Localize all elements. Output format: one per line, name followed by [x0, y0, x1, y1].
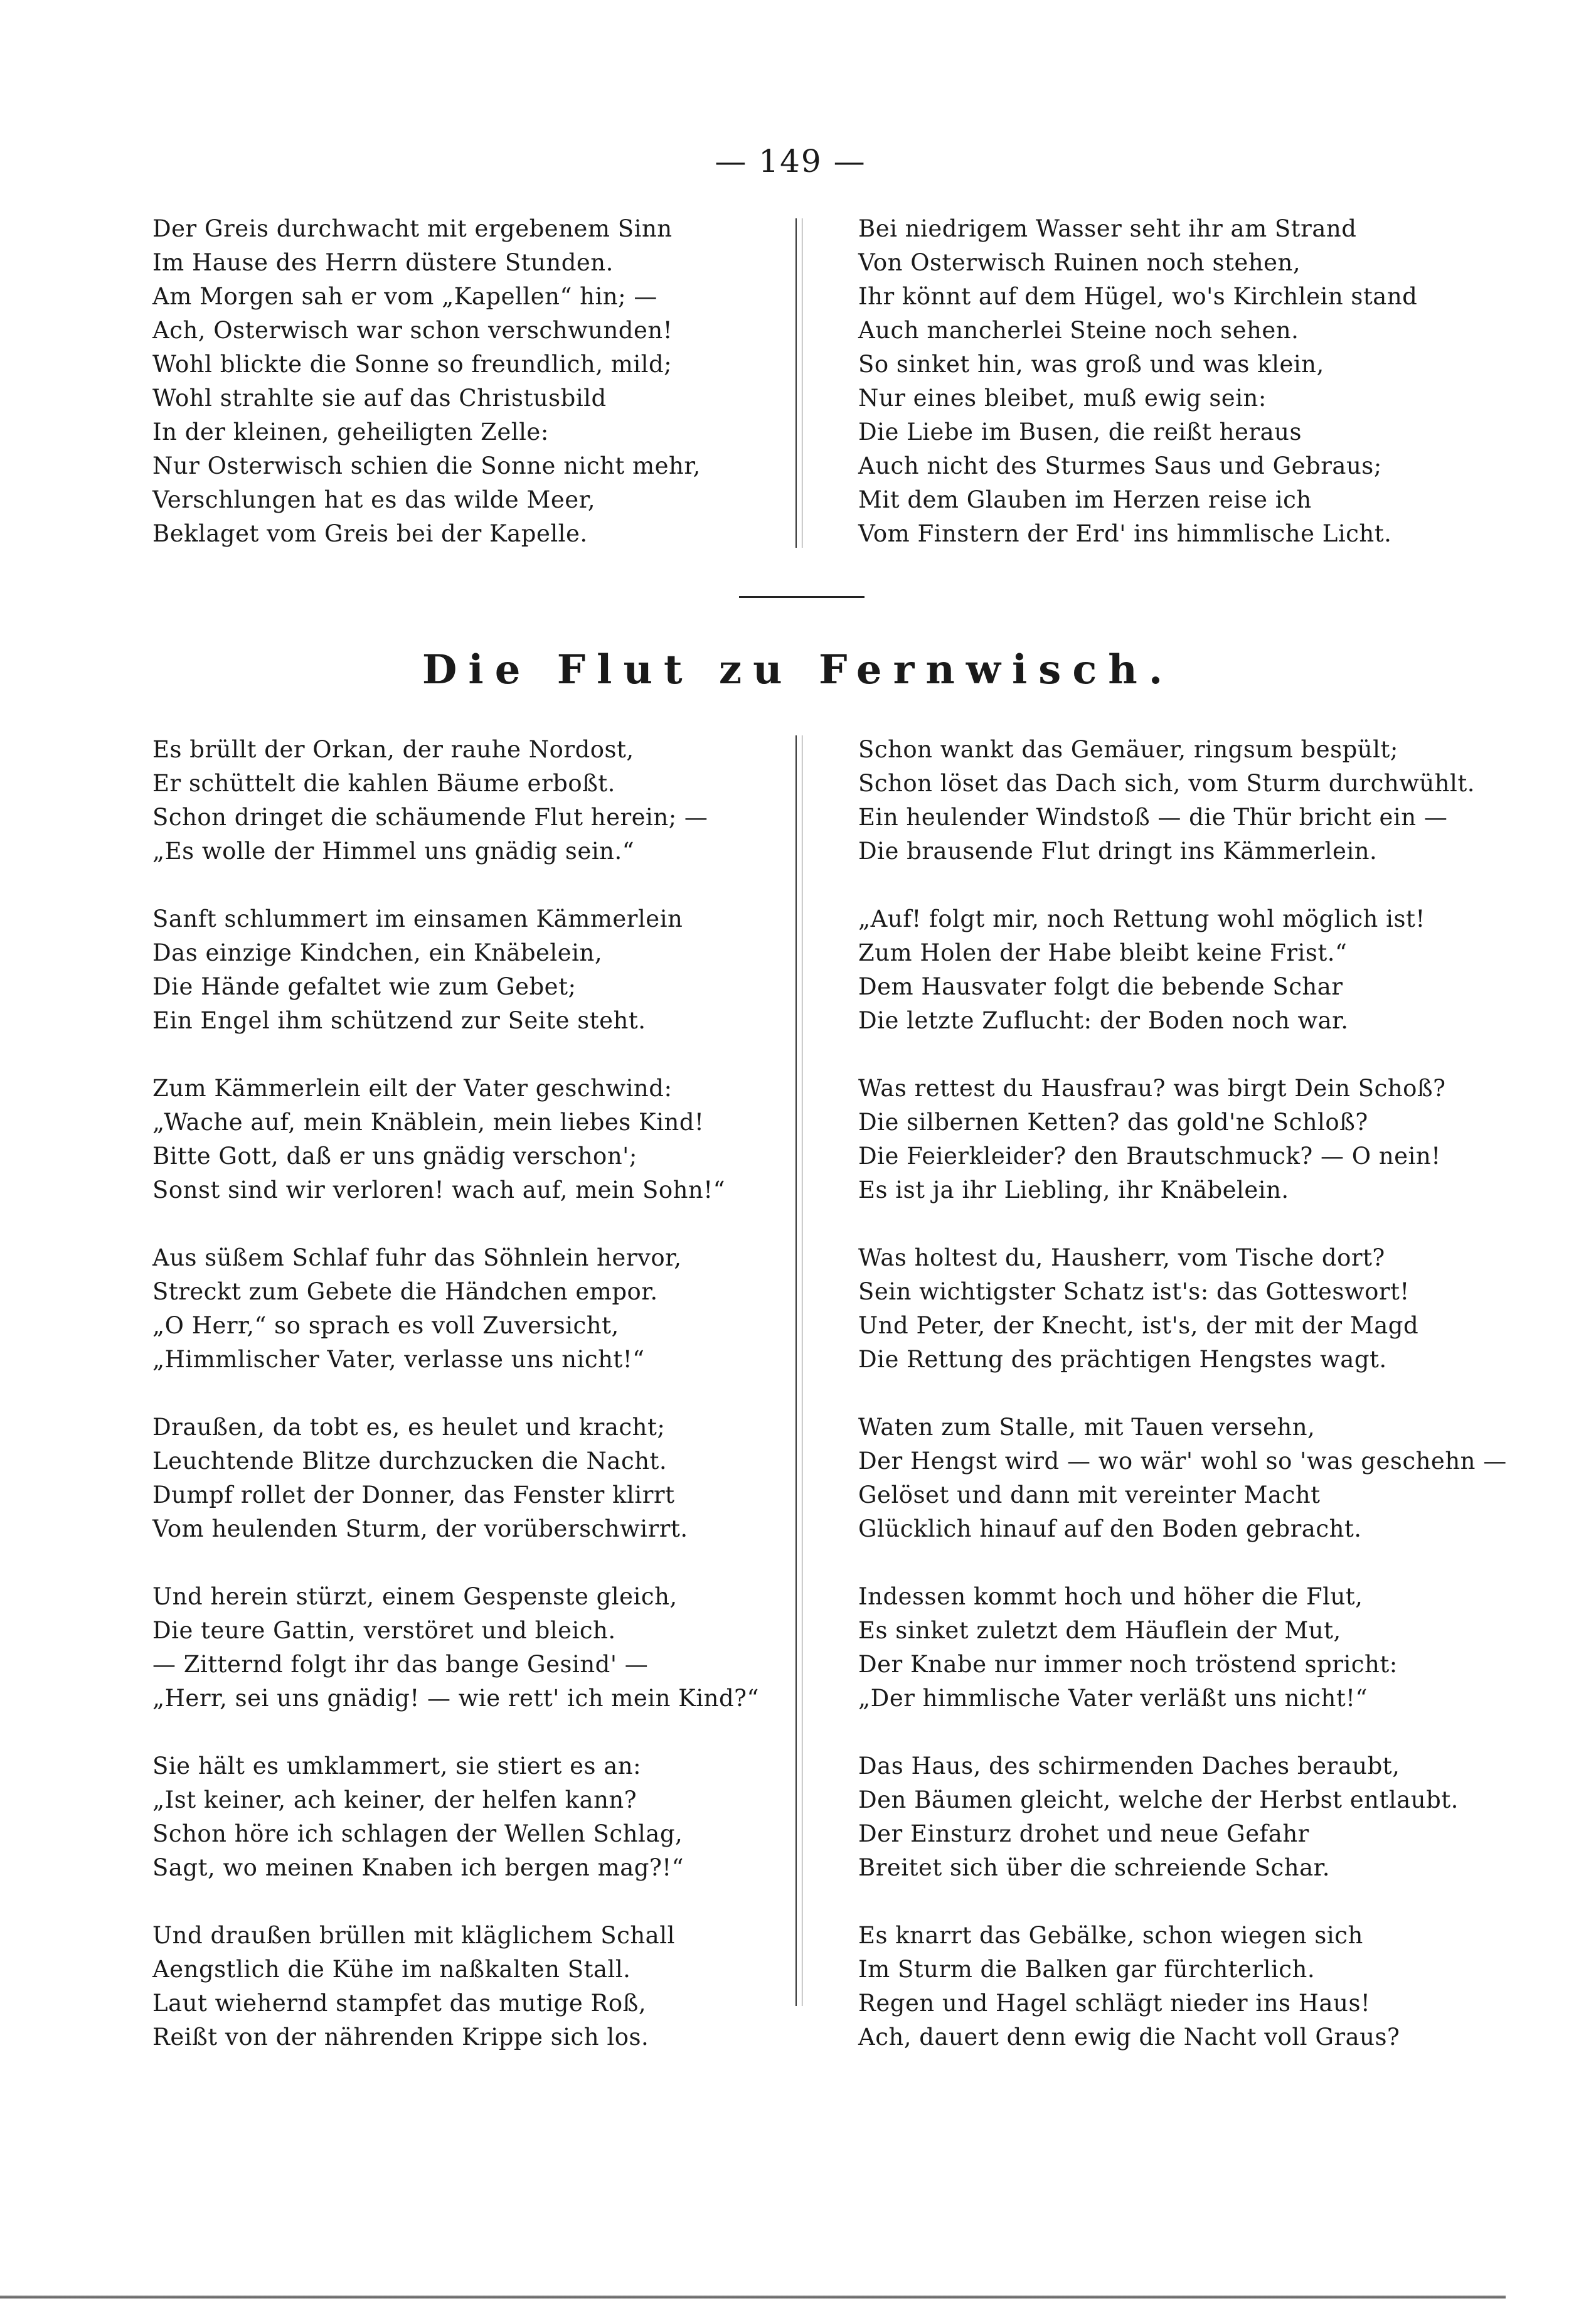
column-rule [795, 218, 797, 548]
stanza [858, 1749, 1507, 1885]
verse-line: Auch mancherlei Steine noch sehen. [858, 317, 1299, 344]
verse-line: So sinket hin, was groß und was klein, [858, 351, 1324, 378]
verse-line: Sagt, wo meinen Knaben ich bergen mag?!“ [152, 1854, 684, 1881]
verse-line: Aus süßem Schlaf fuhr das Söhnlein hervor, [152, 1244, 682, 1271]
verse-line: Regen und Hagel schlägt nieder ins Haus! [858, 1990, 1371, 2017]
verse-line: Dem Hausvater folgt die bebende Schar [858, 973, 1343, 1000]
stanza [858, 733, 1507, 868]
verse-line: Reißt von der nährenden Krippe sich los. [152, 2024, 649, 2051]
verse-line: „Wache auf, mein Knäblein, mein liebes Kind! [152, 1109, 705, 1136]
verse-line: Sie hält es umklammert, sie stiert es an: [152, 1753, 642, 1779]
verse-line: Nur Osterwisch schien die Sonne nicht mehr, [152, 452, 701, 479]
stanza [152, 1919, 759, 2054]
verse-line: Die Rettung des prächtigen Hengstes wagt. [858, 1346, 1387, 1373]
top-left-column [152, 212, 701, 551]
verse-line: Mit dem Glauben im Herzen reise ich [858, 486, 1312, 513]
verse-line: In der kleinen, geheiligten Zelle: [152, 419, 549, 446]
stanza [152, 1241, 759, 1377]
verse-line: Ihr könnt auf dem Hügel, wo's Kirchlein stand [858, 283, 1418, 310]
verse-line: Es sinket zuletzt dem Häuflein der Mut, [858, 1617, 1341, 1644]
verse-line: Der Hengst wird — wo wär' wohl so 'was geschehn — [858, 1448, 1507, 1475]
stanza [858, 1241, 1507, 1377]
verse-line: Ach, dauert denn ewig die Nacht voll Graus? [858, 2024, 1400, 2051]
verse-line: Das einzige Kindchen, ein Knäbelein, [152, 939, 603, 966]
verse-line: Und herein stürzt, einem Gespenste gleich, [152, 1583, 678, 1610]
verse-line: Im Sturm die Balken gar fürchterlich. [858, 1956, 1316, 1983]
verse-line: Ein heulender Windstoß — die Thür bricht ein — [858, 804, 1448, 831]
stanza [152, 1580, 759, 1715]
verse-line: — Zitternd folgt ihr das bange Gesind' — [152, 1651, 649, 1678]
stanza [858, 1580, 1507, 1715]
verse-line: Am Morgen sah er vom „Kapellen“ hin; — [152, 283, 657, 310]
stanza [152, 1411, 759, 1546]
verse-line: Die letzte Zuflucht: der Boden noch war. [858, 1007, 1349, 1034]
verse-line: Sonst sind wir verloren! wach auf, mein Sohn!“ [152, 1177, 726, 1203]
verse-line: Gelöset und dann mit vereinter Macht [858, 1481, 1321, 1508]
page-number: — 149 — [715, 143, 866, 179]
verse-line: Wohl strahlte sie auf das Christusbild [152, 385, 607, 412]
verse-line: Die Feierkleider? den Brautschmuck? — O nein! [858, 1143, 1441, 1170]
verse-line: Die silbernen Ketten? das gold'ne Schloß? [858, 1109, 1368, 1136]
verse-line: Auch nicht des Sturmes Saus und Gebraus; [858, 452, 1382, 479]
verse-line: Bitte Gott, daß er uns gnädig verschon'; [152, 1143, 637, 1170]
verse-line: Streckt zum Gebete die Händchen empor. [152, 1278, 658, 1305]
verse-line: Es knarrt das Gebälke, schon wiegen sich [858, 1922, 1363, 1949]
stanza [152, 902, 759, 1038]
stanza [858, 1072, 1507, 1207]
verse-line: Indessen kommt hoch und höher die Flut, [858, 1583, 1363, 1610]
verse-line: Und draußen brüllen mit kläglichem Schall [152, 1922, 675, 1949]
verse-line: „Es wolle der Himmel uns gnädig sein.“ [152, 838, 635, 865]
verse-line: Aengstlich die Kühe im naßkalten Stall. [152, 1956, 631, 1983]
verse-line: Ach, Osterwisch war schon verschwunden! [152, 317, 673, 344]
verse-line: Der Greis durchwacht mit ergebenem Sinn [152, 215, 673, 242]
verse-line: Im Hause des Herrn düstere Stunden. [152, 249, 614, 276]
verse-line: Bei niedrigem Wasser seht ihr am Strand [858, 215, 1357, 242]
verse-line: Ein Engel ihm schützend zur Seite steht. [152, 1007, 646, 1034]
verse-line: Das Haus, des schirmenden Daches beraubt, [858, 1753, 1400, 1779]
verse-line: Es brüllt der Orkan, der rauhe Nordost, [152, 736, 634, 763]
section-divider [739, 596, 864, 598]
verse-line: Leuchtende Blitze durchzucken die Nacht. [152, 1448, 668, 1475]
verse-line: Laut wiehernd stampfet das mutige Roß, [152, 1990, 647, 2017]
verse-line: Der Knabe nur immer noch tröstend spricht: [858, 1651, 1398, 1678]
verse-line: Was holtest du, Hausherr, vom Tische dort? [858, 1244, 1385, 1271]
verse-line: Vom heulenden Sturm, der vorüberschwirrt. [152, 1515, 688, 1542]
verse-line: „O Herr,“ so sprach es voll Zuversicht, [152, 1312, 619, 1339]
verse-line: Und Peter, der Knecht, ist's, der mit der Magd [858, 1312, 1419, 1339]
column-rule [795, 735, 797, 2006]
verse-line: Dumpf rollet der Donner, das Fenster klirrt [152, 1481, 675, 1508]
poem-left-column [152, 733, 759, 2054]
verse-line: Er schüttelt die kahlen Bäume erboßt. [152, 770, 615, 797]
verse-line: Draußen, da tobt es, es heulet und kracht; [152, 1414, 666, 1441]
verse-line: Schon löset das Dach sich, vom Sturm durchwühlt. [858, 770, 1475, 797]
verse-line: „Der himmlische Vater verläßt uns nicht!“ [858, 1685, 1368, 1712]
verse-line: „Herr, sei uns gnädig! — wie rett' ich mein Kind?“ [152, 1685, 759, 1712]
verse-line: Nur eines bleibet, muß ewig sein: [858, 385, 1267, 412]
scan-edge-rule [0, 2295, 1506, 2299]
poem-title: Die Flut zu Fernwisch. [422, 646, 1174, 693]
verse-line: Schon dringet die schäumende Flut herein; — [152, 804, 708, 831]
stanza [152, 1749, 759, 1885]
verse-line: Die Hände gefaltet wie zum Gebet; [152, 973, 577, 1000]
verse-line: Zum Kämmerlein eilt der Vater geschwind: [152, 1075, 673, 1102]
verse-line: Von Osterwisch Ruinen noch stehen, [858, 249, 1301, 276]
stanza [858, 1919, 1507, 2054]
stanza [858, 1411, 1507, 1546]
verse-line: Zum Holen der Habe bleibt keine Frist.“ [858, 939, 1348, 966]
verse-line: Waten zum Stalle, mit Tauen versehn, [858, 1414, 1316, 1441]
verse-line: Den Bäumen gleicht, welche der Herbst entlaubt. [858, 1786, 1459, 1813]
verse-line: Sanft schlummert im einsamen Kämmerlein [152, 905, 683, 932]
stanza [152, 1072, 759, 1207]
verse-line: Schon höre ich schlagen der Wellen Schlag, [152, 1820, 683, 1847]
stanza [858, 902, 1507, 1038]
verse-line: Der Einsturz drohet und neue Gefahr [858, 1820, 1309, 1847]
top-right-column [858, 212, 1417, 551]
verse-line: Die Liebe im Busen, die reißt heraus [858, 419, 1302, 446]
verse-line: „Auf! folgt mir, noch Rettung wohl möglich ist! [858, 905, 1425, 932]
verse-line: Breitet sich über die schreiende Schar. [858, 1854, 1331, 1881]
verse-line: „Ist keiner, ach keiner, der helfen kann? [152, 1786, 637, 1813]
poem-right-column [858, 733, 1507, 2054]
verse-line: „Himmlischer Vater, verlasse uns nicht!“ [152, 1346, 645, 1373]
verse-line: Verschlungen hat es das wilde Meer, [152, 486, 596, 513]
verse-line: Wohl blickte die Sonne so freundlich, mild; [152, 351, 673, 378]
verse-line: Was rettest du Hausfrau? was birgt Dein Schoß? [858, 1075, 1446, 1102]
verse-line: Es ist ja ihr Liebling, ihr Knäbelein. [858, 1177, 1289, 1203]
verse-line: Schon wankt das Gemäuer, ringsum bespült; [858, 736, 1398, 763]
stanza [152, 733, 759, 868]
verse-line: Vom Finstern der Erd' ins himmlische Licht. [858, 520, 1392, 547]
verse-line: Die teure Gattin, verstöret und bleich. [152, 1617, 616, 1644]
verse-line: Die brausende Flut dringt ins Kämmerlein. [858, 838, 1378, 865]
verse-line: Glücklich hinauf auf den Boden gebracht. [858, 1515, 1362, 1542]
verse-line: Beklaget vom Greis bei der Kapelle. [152, 520, 588, 547]
verse-line: Sein wichtigster Schatz ist's: das Gotteswort! [858, 1278, 1410, 1305]
